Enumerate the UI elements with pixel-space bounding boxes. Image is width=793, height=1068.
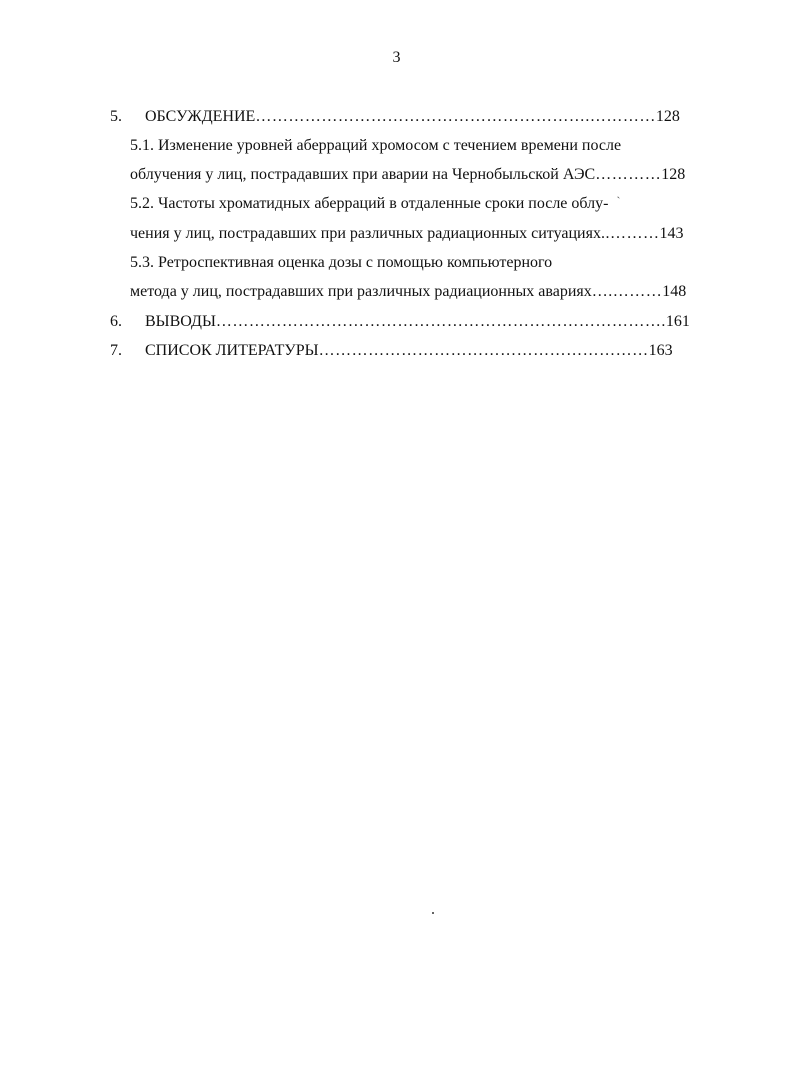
toc-section-5-1-page: 128 (661, 166, 686, 183)
toc-section-5-1-leader: ………… (595, 166, 662, 183)
page-number: 3 (392, 49, 401, 66)
toc-section-5-2-title-start: 5.2. Частоты хроматидных аберраций в отдаленные сроки после облу- (130, 195, 609, 212)
toc-section-5-1-line2[interactable] (130, 165, 685, 185)
toc-section-7-number: 7. (110, 342, 122, 359)
toc-section-7[interactable] (145, 341, 673, 361)
stray-dot-mark (432, 912, 434, 914)
toc-section-5-leader: …………………………………………………….………… (255, 108, 656, 125)
toc-section-7-page: 163 (648, 342, 673, 359)
toc-section-6-number: 6. (110, 313, 122, 330)
stray-mark: ` (616, 194, 621, 208)
toc-section-5-2-line1[interactable] (130, 194, 620, 214)
toc-section-5-1-title-end: облучения у лиц, пострадавших при аварии на Чернобыльской АЭС (130, 166, 596, 183)
toc-section-5-1-line1[interactable]: 5.1. Изменение уровней аберраций хромосом с течением времени после (130, 137, 622, 154)
toc-section-7-leader: …………………………………………………… (318, 342, 649, 359)
toc-section-5-2-title-end: чения у лиц, пострадавших при различных радиационных ситуациях (130, 225, 601, 242)
toc-section-7-title: СПИСОК ЛИТЕРАТУРЫ (145, 342, 319, 359)
toc-section-5-2-page: 143 (659, 225, 684, 242)
toc-section-6[interactable] (145, 312, 690, 332)
toc-section-5-3-title-end: метода у лиц, пострадавших при различных радиационных авариях (130, 283, 592, 300)
toc-section-5-3-line1[interactable]: 5.3. Ретроспективная оценка дозы с помощью компьютерного (130, 254, 553, 271)
toc-section-5-2-line2[interactable] (130, 224, 683, 244)
toc-section-5-title: ОБСУЖДЕНИЕ (145, 108, 256, 125)
toc-section-5-3-line2[interactable] (130, 282, 686, 302)
toc-section-5-3-page: 148 (662, 283, 687, 300)
toc-section-6-title: ВЫВОДЫ (145, 313, 216, 330)
toc-section-5-number: 5. (110, 108, 122, 125)
toc-section-5-2-leader: ..……… (600, 225, 660, 242)
toc-section-5[interactable] (145, 107, 680, 127)
toc-section-5-page: 128 (655, 108, 680, 125)
toc-section-6-page: 161 (665, 313, 690, 330)
toc-section-6-leader: ………………………………………………………………………. (215, 313, 666, 330)
toc-section-5-3-leader: ….……… (591, 283, 663, 300)
